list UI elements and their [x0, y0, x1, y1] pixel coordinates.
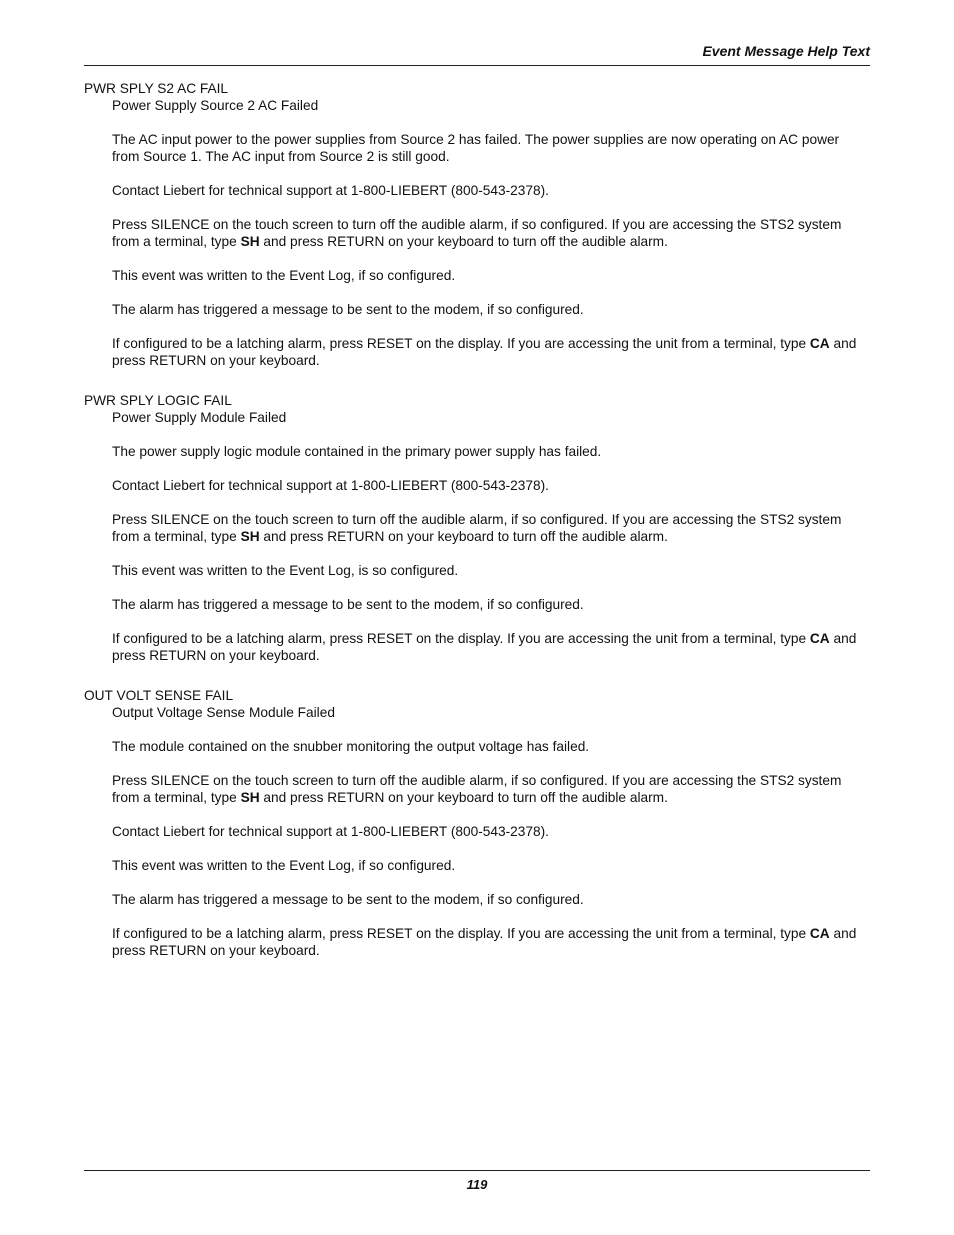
reset-text: If configured to be a latching alarm, press RESET on the display. If you are accessing the unit from a terminal, type	[112, 631, 810, 646]
silence-text: Press SILENCE on the touch screen to turn off the audible alarm, if so configured. If you are accessing the STS2 system from a terminal, type	[112, 217, 842, 249]
silence-command: SH	[240, 234, 260, 249]
reset-instructions	[112, 335, 870, 369]
event-full-name: Power Supply Module Failed	[112, 410, 287, 425]
event-log-note: This event was written to the Event Log, if so configured.	[112, 858, 456, 873]
reset-command: CA	[809, 631, 830, 646]
silence-command: SH	[240, 790, 260, 805]
support-contact-text: Contact Liebert for technical support at 1-800-LIEBERT (800-543-2378).	[112, 478, 549, 493]
modem-note: The alarm has triggered a message to be sent to the modem, if so configured.	[112, 892, 584, 907]
page-number: 119	[466, 1177, 488, 1192]
event-code: PWR SPLY S2 AC FAIL	[84, 81, 229, 96]
silence-command: SH	[240, 529, 260, 544]
event-description: The power supply logic module contained in the primary power supply has failed.	[112, 444, 602, 459]
silence-instructions	[112, 216, 870, 250]
support-contact-text: Contact Liebert for technical support at 1-800-LIEBERT (800-543-2378).	[112, 183, 549, 198]
event-description: The AC input power to the power supplies from Source 2 has failed. The power supplies are now operating on AC power from Source 1. The AC input from Source 2 is still good.	[112, 132, 840, 164]
footer-rule	[84, 1170, 870, 1171]
modem-note: The alarm has triggered a message to be sent to the modem, if so configured.	[112, 302, 584, 317]
support-contact-text: Contact Liebert for technical support at 1-800-LIEBERT (800-543-2378).	[112, 824, 549, 839]
modem-note: The alarm has triggered a message to be sent to the modem, if so configured.	[112, 597, 584, 612]
reset-text-end: and press RETURN on your keyboard.	[112, 336, 857, 368]
reset-text: If configured to be a latching alarm, press RESET on the display. If you are accessing the unit from a terminal, type	[112, 336, 810, 351]
silence-text-end: and press RETURN on your keyboard to turn off the audible alarm.	[259, 234, 668, 249]
reset-command: CA	[809, 336, 830, 351]
silence-instructions	[112, 772, 870, 806]
reset-command: CA	[809, 926, 830, 941]
reset-instructions	[112, 630, 870, 664]
reset-text-end: and press RETURN on your keyboard.	[112, 631, 857, 663]
silence-text: Press SILENCE on the touch screen to turn off the audible alarm, if so configured. If you are accessing the STS2 system from a terminal, type	[112, 773, 842, 805]
silence-instructions	[112, 511, 870, 545]
event-entry-pwr-sply-s2-ac-fail	[84, 80, 870, 369]
event-log-note: This event was written to the Event Log, is so configured.	[112, 563, 459, 578]
silence-text-end: and press RETURN on your keyboard to turn off the audible alarm.	[259, 790, 668, 805]
event-log-note: This event was written to the Event Log, if so configured.	[112, 268, 456, 283]
reset-text: If configured to be a latching alarm, press RESET on the display. If you are accessing the unit from a terminal, type	[112, 926, 810, 941]
event-code: PWR SPLY LOGIC FAIL	[84, 393, 232, 408]
event-full-name: Power Supply Source 2 AC Failed	[112, 98, 319, 113]
running-header: Event Message Help Text	[702, 43, 870, 59]
event-code: OUT VOLT SENSE FAIL	[84, 688, 234, 703]
silence-text: Press SILENCE on the touch screen to turn off the audible alarm, if so configured. If you are accessing the STS2 system from a terminal, type	[112, 512, 842, 544]
event-description: The module contained on the snubber monitoring the output voltage has failed.	[112, 739, 590, 754]
event-full-name: Output Voltage Sense Module Failed	[112, 705, 335, 720]
reset-text-end: and press RETURN on your keyboard.	[112, 926, 857, 958]
page-body	[84, 80, 870, 982]
reset-instructions	[112, 925, 870, 959]
silence-text-end: and press RETURN on your keyboard to turn off the audible alarm.	[259, 529, 668, 544]
event-entry-out-volt-sense-fail	[84, 687, 870, 959]
header-rule	[84, 65, 870, 66]
event-entry-pwr-sply-logic-fail	[84, 392, 870, 664]
